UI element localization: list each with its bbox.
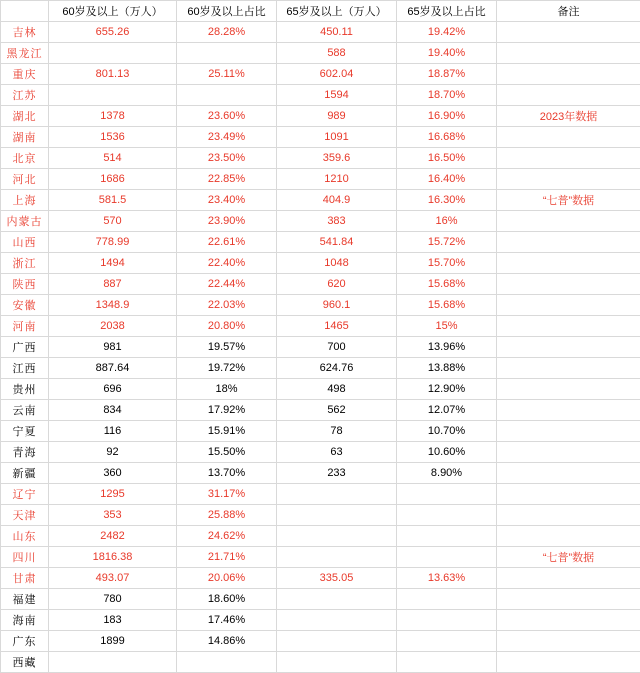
over65-share: 16% [397, 211, 497, 232]
table-row [1, 652, 640, 673]
region-name: 北京 [1, 148, 49, 169]
remark [497, 169, 640, 190]
table-row [1, 337, 640, 358]
over65-count: 624.76 [277, 358, 397, 379]
column-header-3: 65岁及以上（万人） [277, 1, 397, 22]
over60-share: 20.06% [177, 568, 277, 589]
over65-count [277, 610, 397, 631]
over65-count: 960.1 [277, 295, 397, 316]
table-row [1, 64, 640, 85]
over65-count: 541.84 [277, 232, 397, 253]
over60-count [49, 652, 177, 673]
over65-share [397, 484, 497, 505]
region-name: 福建 [1, 589, 49, 610]
over65-share: 16.40% [397, 169, 497, 190]
over60-count: 493.07 [49, 568, 177, 589]
over65-count [277, 631, 397, 652]
over65-share: 13.96% [397, 337, 497, 358]
over65-count: 359.6 [277, 148, 397, 169]
over60-share: 22.61% [177, 232, 277, 253]
over60-count: 778.99 [49, 232, 177, 253]
column-header-1: 60岁及以上（万人） [49, 1, 177, 22]
over65-share [397, 589, 497, 610]
table-row [1, 106, 640, 127]
column-header-4: 65岁及以上占比 [397, 1, 497, 22]
remark [497, 43, 640, 64]
over60-share [177, 652, 277, 673]
over60-share: 21.71% [177, 547, 277, 568]
over65-share: 15.70% [397, 253, 497, 274]
remark [497, 568, 640, 589]
column-header-2: 60岁及以上占比 [177, 1, 277, 22]
over60-count: 353 [49, 505, 177, 526]
table-row [1, 232, 640, 253]
remark [497, 85, 640, 106]
over60-count: 514 [49, 148, 177, 169]
remark [497, 253, 640, 274]
table-row [1, 505, 640, 526]
over60-share: 13.70% [177, 463, 277, 484]
region-name: 新疆 [1, 463, 49, 484]
over65-count: 1048 [277, 253, 397, 274]
over60-count: 183 [49, 610, 177, 631]
remark [497, 610, 640, 631]
table-row [1, 526, 640, 547]
over60-count: 2482 [49, 526, 177, 547]
region-name: 吉林 [1, 22, 49, 43]
region-name: 湖北 [1, 106, 49, 127]
over65-share: 10.60% [397, 442, 497, 463]
table-row [1, 148, 640, 169]
region-name: 海南 [1, 610, 49, 631]
remark [497, 148, 640, 169]
remark [497, 379, 640, 400]
remark [497, 127, 640, 148]
over60-count [49, 85, 177, 106]
region-name: 西藏 [1, 652, 49, 673]
over65-count: 498 [277, 379, 397, 400]
table-row [1, 463, 640, 484]
over60-share: 19.57% [177, 337, 277, 358]
remark [497, 526, 640, 547]
remark [497, 295, 640, 316]
over65-share: 19.40% [397, 43, 497, 64]
over60-count: 655.26 [49, 22, 177, 43]
over65-count [277, 526, 397, 547]
over60-share: 23.49% [177, 127, 277, 148]
over65-share: 16.50% [397, 148, 497, 169]
table-row [1, 631, 640, 652]
over65-count [277, 547, 397, 568]
over65-share: 18.70% [397, 85, 497, 106]
over65-count: 404.9 [277, 190, 397, 211]
over60-count: 801.13 [49, 64, 177, 85]
over60-count: 116 [49, 421, 177, 442]
remark [497, 631, 640, 652]
remark [497, 421, 640, 442]
over60-share: 18% [177, 379, 277, 400]
region-name: 贵州 [1, 379, 49, 400]
table-row [1, 169, 640, 190]
over65-share: 12.07% [397, 400, 497, 421]
region-name: 浙江 [1, 253, 49, 274]
over65-count: 562 [277, 400, 397, 421]
region-name: 江西 [1, 358, 49, 379]
column-header-5: 备注 [497, 1, 640, 22]
over65-count: 78 [277, 421, 397, 442]
table-row [1, 316, 640, 337]
over60-count: 92 [49, 442, 177, 463]
over60-share: 19.72% [177, 358, 277, 379]
over60-share: 28.28% [177, 22, 277, 43]
over65-share: 12.90% [397, 379, 497, 400]
over60-share: 14.86% [177, 631, 277, 652]
table-row [1, 379, 640, 400]
table-row [1, 547, 640, 568]
remark [497, 64, 640, 85]
over65-share: 15% [397, 316, 497, 337]
over60-share: 17.92% [177, 400, 277, 421]
remark [497, 316, 640, 337]
over65-share: 16.30% [397, 190, 497, 211]
region-name: 广东 [1, 631, 49, 652]
over65-count: 700 [277, 337, 397, 358]
remark [497, 232, 640, 253]
over60-count: 1536 [49, 127, 177, 148]
over65-share [397, 526, 497, 547]
region-name: 山东 [1, 526, 49, 547]
over60-count: 360 [49, 463, 177, 484]
over60-share: 25.11% [177, 64, 277, 85]
over60-share: 15.91% [177, 421, 277, 442]
remark [497, 358, 640, 379]
over60-count: 780 [49, 589, 177, 610]
over60-count: 2038 [49, 316, 177, 337]
over65-share [397, 631, 497, 652]
over65-share: 15.68% [397, 295, 497, 316]
over65-count [277, 652, 397, 673]
over60-share: 23.90% [177, 211, 277, 232]
over65-count: 63 [277, 442, 397, 463]
region-name: 内蒙古 [1, 211, 49, 232]
table-row [1, 295, 640, 316]
over65-share [397, 610, 497, 631]
column-header-0 [1, 1, 49, 22]
over60-count: 834 [49, 400, 177, 421]
over65-count: 602.04 [277, 64, 397, 85]
over65-share: 15.68% [397, 274, 497, 295]
remark [497, 211, 640, 232]
region-name: 湖南 [1, 127, 49, 148]
over60-share: 22.40% [177, 253, 277, 274]
region-name: 河南 [1, 316, 49, 337]
region-name: 广西 [1, 337, 49, 358]
table-row [1, 421, 640, 442]
over60-count: 981 [49, 337, 177, 358]
over60-share: 22.03% [177, 295, 277, 316]
over65-count [277, 589, 397, 610]
over65-count: 233 [277, 463, 397, 484]
over65-count: 1465 [277, 316, 397, 337]
over65-share: 19.42% [397, 22, 497, 43]
table-row [1, 211, 640, 232]
region-name: 黑龙江 [1, 43, 49, 64]
over60-count: 581.5 [49, 190, 177, 211]
over65-count: 1210 [277, 169, 397, 190]
remark [497, 22, 640, 43]
remark [497, 337, 640, 358]
over65-count: 620 [277, 274, 397, 295]
region-name: 甘肃 [1, 568, 49, 589]
over65-share [397, 652, 497, 673]
over60-share [177, 85, 277, 106]
over60-share: 25.88% [177, 505, 277, 526]
over65-share: 8.90% [397, 463, 497, 484]
table-row [1, 22, 640, 43]
over60-share: 17.46% [177, 610, 277, 631]
table-row [1, 358, 640, 379]
region-name: 宁夏 [1, 421, 49, 442]
remark [497, 484, 640, 505]
over65-count: 989 [277, 106, 397, 127]
remark [497, 652, 640, 673]
over65-count [277, 505, 397, 526]
over60-share: 22.85% [177, 169, 277, 190]
over60-share: 31.17% [177, 484, 277, 505]
over60-share [177, 43, 277, 64]
over60-count: 696 [49, 379, 177, 400]
remark [497, 274, 640, 295]
table-row [1, 610, 640, 631]
table-row [1, 568, 640, 589]
over60-share: 23.40% [177, 190, 277, 211]
region-name: 河北 [1, 169, 49, 190]
table-row [1, 589, 640, 610]
remark [497, 463, 640, 484]
over65-share: 16.68% [397, 127, 497, 148]
region-name: 辽宁 [1, 484, 49, 505]
over65-share: 13.63% [397, 568, 497, 589]
over60-count: 887 [49, 274, 177, 295]
over60-share: 24.62% [177, 526, 277, 547]
over65-share: 18.87% [397, 64, 497, 85]
over65-count: 588 [277, 43, 397, 64]
remark [497, 400, 640, 421]
table-row [1, 253, 640, 274]
remark: 2023年数据 [497, 106, 640, 127]
region-name: 安徽 [1, 295, 49, 316]
over65-share: 13.88% [397, 358, 497, 379]
table-row [1, 274, 640, 295]
over60-count: 1816.38 [49, 547, 177, 568]
region-name: 上海 [1, 190, 49, 211]
table-row [1, 442, 640, 463]
over60-count: 1295 [49, 484, 177, 505]
remark [497, 505, 640, 526]
table-row [1, 85, 640, 106]
table-row [1, 400, 640, 421]
region-name: 山西 [1, 232, 49, 253]
region-name: 重庆 [1, 64, 49, 85]
over65-count: 335.05 [277, 568, 397, 589]
over60-count: 1348.9 [49, 295, 177, 316]
over65-share: 10.70% [397, 421, 497, 442]
remark [497, 589, 640, 610]
over60-count [49, 43, 177, 64]
over65-share [397, 547, 497, 568]
table-row [1, 484, 640, 505]
over60-count: 1494 [49, 253, 177, 274]
over65-share: 16.90% [397, 106, 497, 127]
table-row [1, 127, 640, 148]
over60-share: 15.50% [177, 442, 277, 463]
over60-share: 22.44% [177, 274, 277, 295]
over60-share: 23.60% [177, 106, 277, 127]
over65-count: 450.11 [277, 22, 397, 43]
over60-count: 570 [49, 211, 177, 232]
table-row [1, 190, 640, 211]
region-name: 陕西 [1, 274, 49, 295]
over60-count: 1686 [49, 169, 177, 190]
over60-share: 18.60% [177, 589, 277, 610]
remark: “七普”数据 [497, 190, 640, 211]
region-name: 四川 [1, 547, 49, 568]
region-name: 江苏 [1, 85, 49, 106]
over65-count: 383 [277, 211, 397, 232]
remark: “七普”数据 [497, 547, 640, 568]
over60-share: 23.50% [177, 148, 277, 169]
region-name: 云南 [1, 400, 49, 421]
table-header-row [1, 1, 640, 22]
region-name: 天津 [1, 505, 49, 526]
over65-count: 1091 [277, 127, 397, 148]
over65-count [277, 484, 397, 505]
table-row [1, 43, 640, 64]
over65-share: 15.72% [397, 232, 497, 253]
over60-count: 1899 [49, 631, 177, 652]
over65-share [397, 505, 497, 526]
remark [497, 442, 640, 463]
over60-share: 20.80% [177, 316, 277, 337]
over65-count: 1594 [277, 85, 397, 106]
region-name: 青海 [1, 442, 49, 463]
over60-count: 1378 [49, 106, 177, 127]
over60-count: 887.64 [49, 358, 177, 379]
